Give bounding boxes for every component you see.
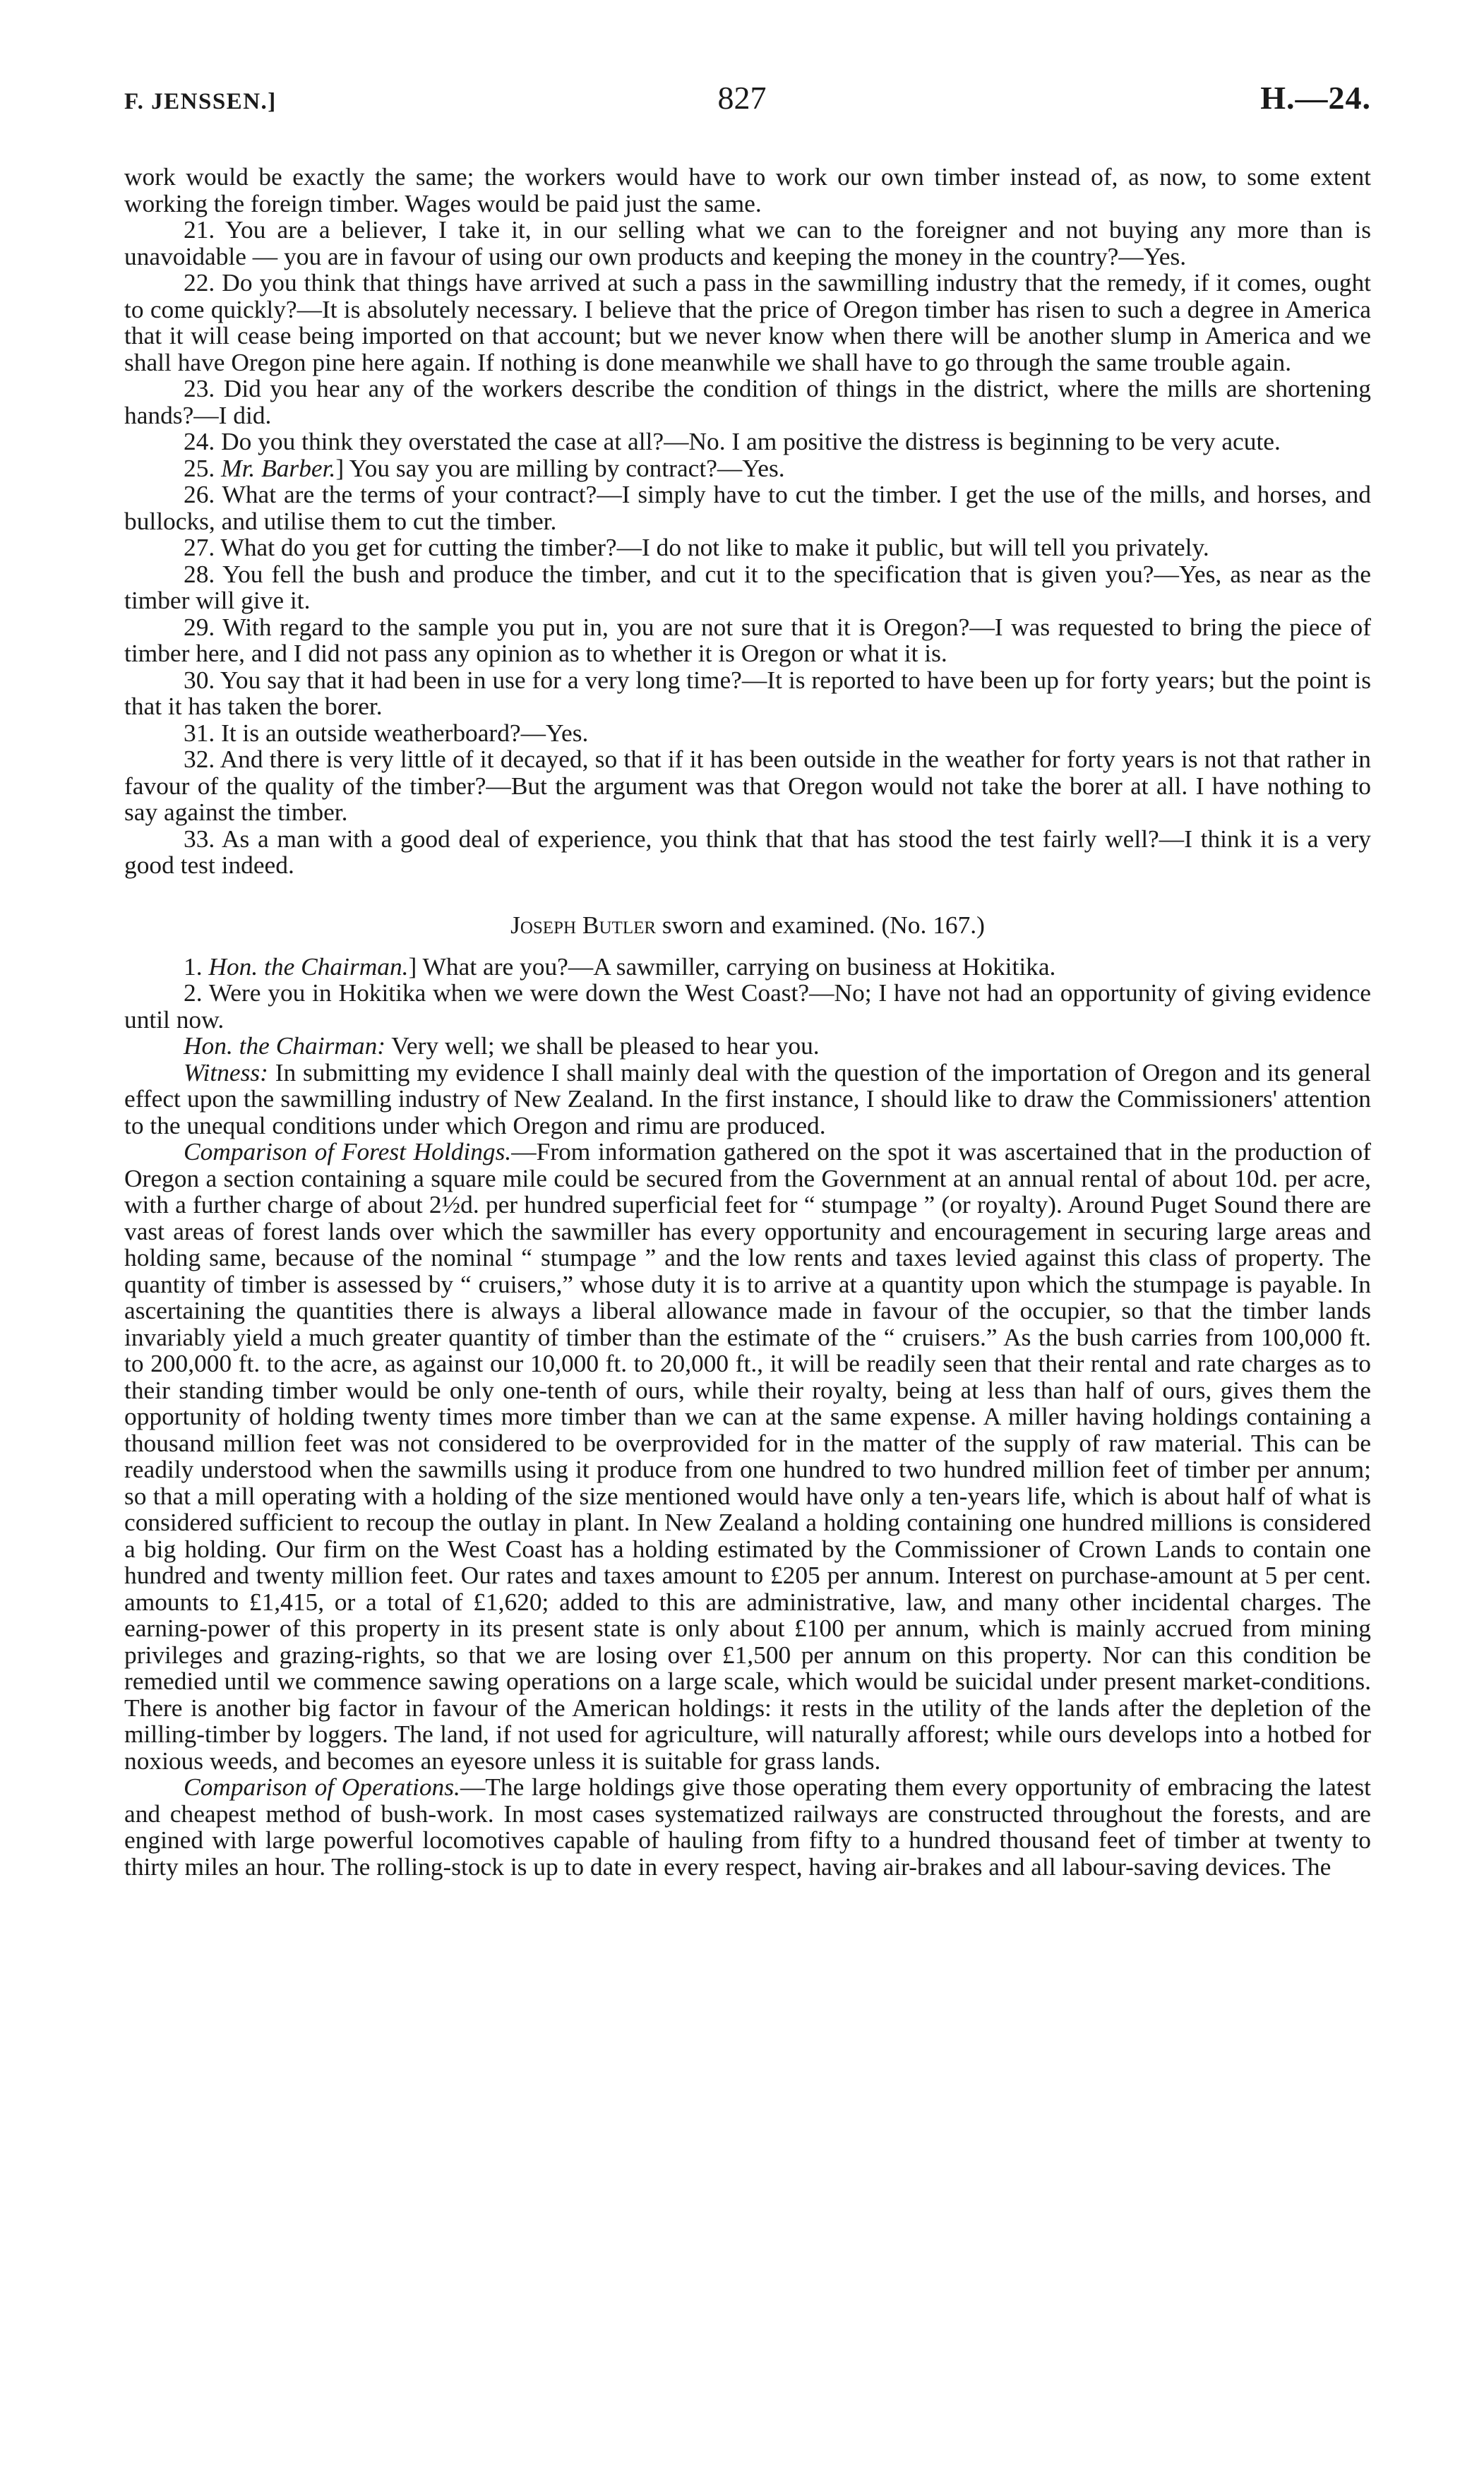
question-32: 32. And there is very little of it decayed, so that if it has been outside in the weather for forty years is not that rather in favour of the quality of the timber?—But the argument was that Oregon would not take the borer at all. I have nothing to say against the timber.	[124, 745, 1371, 826]
witness-section-heading	[124, 911, 1371, 938]
forest-holdings-paragraph	[124, 1139, 1371, 1774]
question-31: 31. It is an outside weatherboard?—Yes.	[184, 718, 589, 747]
body-text	[124, 164, 1371, 1880]
butler-question-2: 2. Were you in Hokitika when we were down the West Coast?—No; I have not had an opportunity of giving evidence until now.	[124, 978, 1371, 1034]
question-22: 22. Do you think that things have arrived at such a pass in the sawmilling industry that the remedy, if it comes, ought to come quickly?—It is absolutely necessary. I believe that the price of Oregon timber has risen to such a degree in America that it will cease being imported on that account; but we never know when there will be another slump in America and we shall have Oregon pine here again. If nothing is done meanwhile we shall have to go through the same trouble again.	[124, 268, 1371, 376]
question-28: 28. You fell the bush and produce the timber, and cut it to the specification that is given you?—Yes, as near as the timber will give it.	[124, 559, 1371, 614]
operations-heading: Comparison of Operations.	[184, 1773, 460, 1801]
operations-text: —The large holdings give those operating them every opportunity of embracing the latest and cheapest method of bush-work. In most cases systematized railways are constructed throughout the forests, and are engined with large powerful locomotives capable of hauling from fifty to a hundred thousand feet of timber at twenty to thirty miles an hour. The rolling-stock is up to date in every respect, having air-brakes and all labour-saving devices. The	[124, 1773, 1371, 1881]
chairman-text: Very well; we shall be pleased to hear you.	[385, 1031, 820, 1060]
question-29: 29. With regard to the sample you put in, you are not sure that it is Oregon?—I was requested to bring the piece of timber here, and I did not pass any opinion as to whether it is Oregon or what it is.	[124, 612, 1371, 667]
question-26: 26. What are the terms of your contract?—I simply have to cut the timber. I get the use of the mills, and horses, and bullocks, and utilise them to cut the timber.	[124, 480, 1371, 535]
question-24: 24. Do you think they overstated the case at all?—No. I am positive the distress is beginning to be very acute.	[184, 427, 1281, 455]
witness-heading-rest: sworn and examined. (No. 167.)	[656, 910, 985, 939]
question-27: 27. What do you get for cutting the timber?—I do not like to make it public, but will tell you privately.	[184, 533, 1209, 561]
paper-reference: H.—24.	[1260, 80, 1371, 116]
operations-paragraph	[124, 1774, 1371, 1880]
witness-name: Joseph Butler	[510, 910, 657, 939]
butler-q1-number: 1.	[184, 952, 209, 981]
q25-text: ] You say you are milling by contract?—Yes.	[335, 453, 785, 482]
butler-q1-text: ] What are you?—A sawmiller, carrying on business at Hokitika.	[408, 952, 1056, 981]
chairman-remark	[124, 1033, 1371, 1060]
question-30: 30. You say that it had been in use for a very long time?—It is reported to have been up for forty years; but the point is that it has taken the borer.	[124, 665, 1371, 720]
forest-holdings-text: —From information gathered on the spot it was ascertained that in the production of Oregon a section containing a square mile could be secured from the Government at an annual rental of about 10d. per acre, with a further charge of about 2½d. per hundred superficial feet for “ stumpage ” (or royalty). Around Puget Sound there are vast areas of forest lands over which the sawmiller has every opportunity and encouragement in securing large areas and holding same, because of the nominal “ stumpage ” and the low rents and taxes levied against this class of property. The quantity of timber is assessed by “ cruisers,” whose duty it is to arrive at a quantity upon which the stumpage is payable. In ascertaining the quantities there is always a liberal allowance made in favour of the occupier, so that the timber lands invariably yield a much greater quantity of timber than the estimate of the “ cruisers.” As the bush carries from 100,000 ft. to 200,000 ft. to the acre, as against our 10,000 ft. to 20,000 ft., it will be readily seen that their rental and rate charges as to their standing timber would be only one-tenth of ours, while their royalty, being at less than half of ours, gives them the opportunity of holding twenty times more timber than we can at the same expense. A miller having holdings containing a thousand million feet was not considered to be overprovided for in the matter of the supply of raw material. This can be readily understood when the sawmills using it produce from one hundred to two hundred million feet of timber per annum; so that a mill operating with a holding of the size mentioned would have only a ten-years life, which is about half of what is considered sufficient to recoup the outlay in plant. In New Zealand a holding containing one hundred millions is considered a big holding. Our firm on the West Coast has a holding estimated by the Commissioner of Crown Lands to contain one hundred and twenty million feet. Our rates and taxes amount to £205 per annum. Interest on purchase-amount at 5 per cent. amounts to £1,415, or a total of £1,620; added to this are administrative, law, and many other incidental charges. The earning-power of this property in its present state is only about £100 per annum, which is mainly accrued from mining privileges and grazing-rights, so that we are losing over £1,500 per annum on this property. Nor can this condition be remedied until we commence sawing operations on a large scale, which would be suicidal under present market-conditions. There is another big factor in favour of the American holdings: it rests in the utility of the lands after the depletion of the milling-timber by loggers. The land, if not used for agriculture, will naturally afforest; while ours develops into a hotbed for noxious weeds, and becomes an eyesore unless it is suitable for grass lands.	[124, 1137, 1371, 1775]
witness-name-header: F. JENSSEN.]	[124, 89, 277, 114]
chairman-speaker: Hon. the Chairman:	[184, 1031, 386, 1060]
butler-q1-speaker: Hon. the Chairman.	[208, 952, 409, 981]
q25-speaker: Mr. Barber.	[221, 453, 336, 482]
question-33: 33. As a man with a good deal of experience, you think that that has stood the test fairly well?—I think it is a very good test indeed.	[124, 824, 1371, 879]
witness-statement-text: In submitting my evidence I shall mainly deal with the question of the importation of Oregon and its general effect upon the sawmilling industry of New Zealand. In the first instance, I should like to draw the Commissioners' attention to the unequal conditions under which Oregon and rimu are produced.	[124, 1058, 1371, 1139]
question-21: 21. You are a believer, I take it, in our selling what we can to the foreigner and not buying any more than is unavoidable — you are in favour of using our own products and keeping the money in the country?—Yes.	[124, 215, 1371, 270]
question-25	[124, 455, 1371, 482]
witness-statement	[124, 1060, 1371, 1139]
butler-question-1	[124, 954, 1371, 981]
question-23: 23. Did you hear any of the workers describe the condition of things in the district, where the mills are shortening hands?—I did.	[124, 374, 1371, 429]
witness-label: Witness:	[184, 1058, 268, 1086]
page-number: 827	[717, 80, 767, 116]
forest-holdings-heading: Comparison of Forest Holdings.	[184, 1137, 512, 1166]
q25-number: 25.	[184, 453, 222, 482]
paragraph-continuation: work would be exactly the same; the workers would have to work our own timber instead of, as now, to some extent working the foreign timber. Wages would be paid just the same.	[124, 162, 1371, 217]
